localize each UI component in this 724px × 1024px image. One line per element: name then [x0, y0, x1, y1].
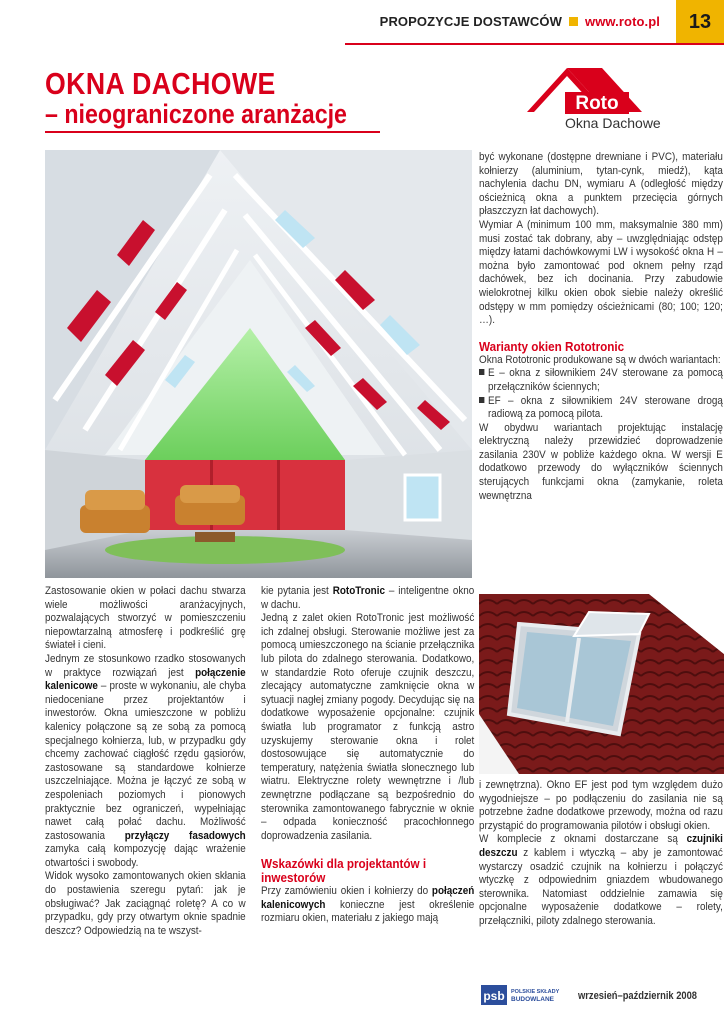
svg-text:BUDOWLANE: BUDOWLANE [511, 996, 554, 1003]
svg-text:POLSKIE SKŁADY: POLSKIE SKŁADY [511, 989, 560, 995]
logo-brand: Roto [575, 93, 619, 114]
paragraph: Widok wysoko zamontowanych okien skłania do postawienia szeregu pytań: jak je obsługiwać? Jak zaciągnąć roletę? A co w przypadku, gdy przy otwartym oknie spadnie deszcz? Odpowiedzią na te wszyst- [45, 870, 246, 937]
list-item: EF – okna z siłownikiem 24V sterowane drogą radiową za pomocą pilota. [479, 395, 723, 422]
bullet-icon [479, 397, 484, 403]
title-underline [45, 131, 380, 133]
highlight: RotoTronic [332, 585, 385, 597]
column-1 [45, 585, 246, 938]
section-heading: Warianty okien Rototronic [479, 338, 625, 354]
column-2 [261, 585, 474, 926]
section-label: PROPOZYCJE DOSTAWCÓW [379, 14, 562, 29]
paragraph: W komplecie z oknami dostarczane są czujniki deszczu z kablem i wtyczką – aby je zamontować wystarczy osadzić czujnik na kołnierzu i połączyć wtyczkę z odpowiednim gniazdem wbudowanego sterownika. Natomiast oddzielnie zamawia się opcjonalne wyposażenie dodatkowe – rolety, przełączniki, piloty zdalnego sterowania. [479, 833, 723, 927]
paragraph: Jedną z zalet okien RotoTronic jest możliwość ich zdalnej obsługi. Sterowanie możliwe jest za pomocą umieszczonego na ścianie przełącznika lub pilota do zdalnego sterowania. Dodatkowo, w standardzie Roto oferuje czujnik deszczu, zlecający automatyczne zamknięcie okna w sytuacji nagłej zmiany pogody. Decydując się na dodatkowe wyposażenie opcjonalne: czujnik światła lub programator z funkcją astro uzyskujemy sterowanie okna i rolet dostosowujące się automatycznie do temperatury, natężenia światła słonecznego lub wiatru. Elektryczne rolety wewnętrzne i /lub zewnętrzne podłączane są bezpośrednio do sterownika zamontowanego fabrycznie w oknie – odpada konieczność pracochłonnego doprowadzenia zasilania. [261, 612, 475, 842]
issue-date: wrzesień–październik 2008 [578, 990, 698, 1002]
highlight: połączenie kalenicowe [45, 666, 246, 693]
svg-text:psb: psb [483, 989, 505, 1003]
paragraph: i zewnętrzna). Okno EF jest pod tym względem dużo wygodniejsze – po podłączeniu do zasilania nie są potrzebne żadne dodatkowe przewody, można od razu przystąpić do programowania pilotów i obsługi okien. [479, 779, 723, 832]
paragraph: kie pytania jest RotoTronic – inteligentne okno w dachu. [261, 585, 475, 611]
paragraph: W obydwu wariantach projektując instalację elektryczną należy przewidzieć doprowadzenie zasilania 230V w pobliże każdego okna. W wersji E dodatkowo przewody do wyłączników ściennych sterujących funkcjami okna (zamykanie, roleta wewnętrzna [479, 421, 723, 502]
logo-subtitle: Okna Dachowe [565, 115, 661, 131]
paragraph: Okna Rototronic produkowane są w dwóch wariantach: [479, 353, 721, 366]
paragraph: Wymiar A (minimum 100 mm, maksymalnie 380 mm) musi zostać tak dobrany, aby – uwzględniając odstęp między łatami dachówkowymi LW i wysokość okna H – można było zamontować pod oknem pełny rząd dachówek, bez ich docinania. Przy zabudowie wielokrotnej kilku okien obok siebie należy określić odstępy w mm pomiędzy ościeżnicami (80; 100; 120; …). [479, 218, 723, 327]
bullet-icon [479, 369, 484, 375]
column-3-top [479, 151, 723, 503]
attic-interior-photo [45, 150, 472, 578]
square-bullet-icon [569, 17, 578, 26]
highlight: czujniki deszczu [479, 833, 723, 859]
paragraph: Przy zamówieniu okien i kołnierzy do połączeń kalenicowych konieczne jest określenie rozmiaru okien, materiału z jakiego mają [261, 885, 475, 925]
header-url[interactable]: www.roto.pl [585, 14, 660, 29]
highlight: przyłączy fasadowych [124, 829, 246, 842]
paragraph: Zastosowanie okien w połaci dachu stwarza wiele możliwości aranżacyjnych, pozwalających stworzyć w pomieszczeniu niepowtarzalną atmosferę i podkreślić grę świateł i cieni. [45, 585, 246, 652]
paragraph: Jednym ze stosunkowo rzadko stosowanych w praktyce rozwiązań jest połączenie kalenicowe – proste w wykonaniu, ale chyba niedoceniane przez projektantów i inwestorów. Okna umieszczone w pobliżu kalenicy połączone są ze sobą za pomocą specjalnego kołnierza, lub, w przypadku gdy chcemy zachować ciągłość rzędu gąsiorów, zastosowane są standardowe kołnierze uszczelniające. Można je łączyć ze sobą w zespoleniach poziomych i pionowych praktycznie bez ograniczeń, wypełniając nawet całą połać dachu. Możliwość zastosowania przyłączy fasadowych zamyka całą kompozycję dając wrażenie otwartości i swobody. [45, 652, 246, 869]
psb-logo [481, 985, 569, 1005]
roof-window-photo [479, 594, 724, 774]
article-title: OKNA DACHOWE [45, 66, 276, 101]
section-heading: Wskazówki dla projektantów i inwestorów [261, 856, 427, 886]
running-header [380, 14, 660, 29]
article-subtitle: – nieograniczone aranżacje [45, 99, 347, 129]
page-number: 13 [676, 0, 724, 44]
header-divider [345, 43, 724, 45]
list-item: E – okna z siłownikiem 24V sterowane za pomocą przełączników ściennych; [479, 367, 723, 394]
highlight: połączeń kalenicowych [261, 885, 475, 911]
paragraph: być wykonane (dostępne drewniane i PVC), materiału kołnierzy (aluminium, tytan-cynk, miedź), kąta nachylenia dachu DN, wymiaru A (odległość między ościeżnicą okna a punktem przecięcia górnych płaszczyzn łat dachowych). [479, 151, 723, 218]
column-3-bottom [479, 779, 723, 929]
